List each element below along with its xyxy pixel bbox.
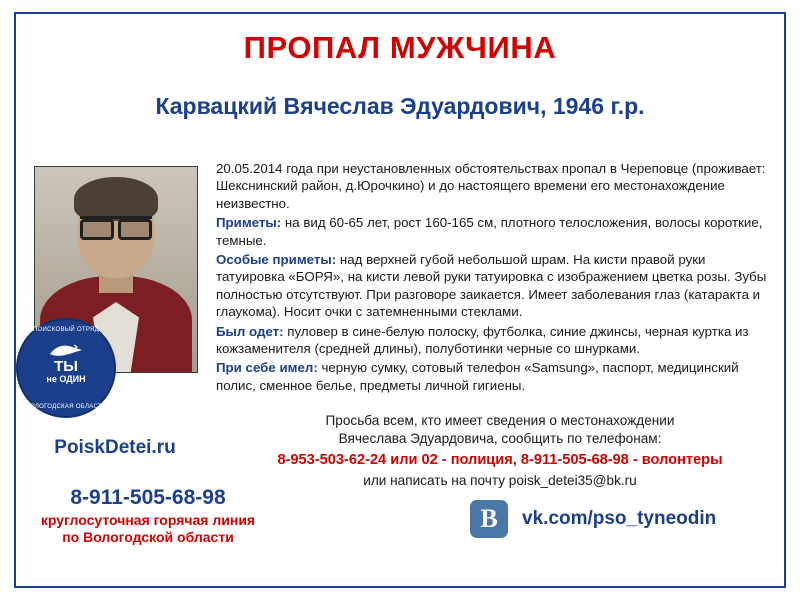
vk-icon[interactable]: B [470,500,508,538]
description-block [216,160,776,396]
description-signs [216,214,776,249]
person-name-heading: Карвацкий Вячеслав Эдуардович, 1946 г.р. [155,93,645,119]
appeal-line1: Просьба всем, кто имеет сведения о местонахождении [325,413,675,428]
website-link[interactable]: PoiskDetei.ru [54,437,176,458]
hotline-line1: круглосуточная горячая линия [40,512,256,528]
page-title: ПРОПАЛ МУЖЧИНА [243,30,557,65]
description-special-signs [216,251,776,321]
contact-phones[interactable]: 8-953-503-62-24 или 02 - полиция, 8-911-505-68-98 - волонтеры [277,452,723,468]
signs-label: Приметы: [216,215,282,231]
appeal-block [220,412,780,448]
glasses-icon [80,216,152,235]
hotline-line2: по Вологодской области [62,529,234,545]
photo-hair [74,177,158,221]
description-belongings [216,359,776,394]
clothes-label: Был одет: [216,323,284,339]
belongings-text: черную сумку, сотовый телефон «Samsung», паспорт, медицинский полис, сменное белье, предметы личной гигиены. [216,360,739,393]
special-signs-text: над верхней губой небольшой шрам. На кисти правой руки татуировка «БОРЯ», на кисти левой руки татуировка с изображением цветка розы. Зубы полностью отсутствуют. При разговоре заикается. Имеет заболевания глаз (катаракта и глаукома). Носит очки с затемненными стеклами. [216,252,767,320]
seal-main-label: ТЫ [54,358,78,375]
organization-seal [16,318,116,418]
signs-text: на вид 60-65 лет, рост 160-165 см, плотного телосложения, волосы короткие, темные. [216,215,763,248]
description-intro: 20.05.2014 года при неустановленных обстоятельствах пропал в Череповце (проживает: Шекснинский район, д.Юрочкино) и до настоящего времени его местонахождение неизвестно. [216,161,766,211]
appeal-line2: Вячеслава Эдуардовича, сообщить по телефонам: [338,431,662,446]
seal-bottom-text: ВОЛОГОДСКАЯ ОБЛАСТЬ [25,404,107,410]
seal-top-text: ПОИСКОВЫЙ ОТРЯД [32,327,100,333]
vk-link[interactable]: vk.com/pso_tyneodin [522,508,717,529]
hotline-description [10,512,286,546]
special-signs-label: Особые приметы: [216,252,337,268]
hotline-number[interactable]: 8-911-505-68-98 [70,486,226,509]
seal-main-text [18,360,114,386]
belongings-label: При себе имел: [216,360,318,376]
description-clothes [216,323,776,358]
clothes-text: пуловер в сине-белую полоску, футболка, синие джинсы, черная куртка из кожзаменителя (средней длины), полуботинки черные со шнурками. [216,323,749,357]
seal-sub-label: не ОДИН [46,374,86,384]
contact-email[interactable]: или написать на почту poisk_detei35@bk.ru [363,473,637,488]
